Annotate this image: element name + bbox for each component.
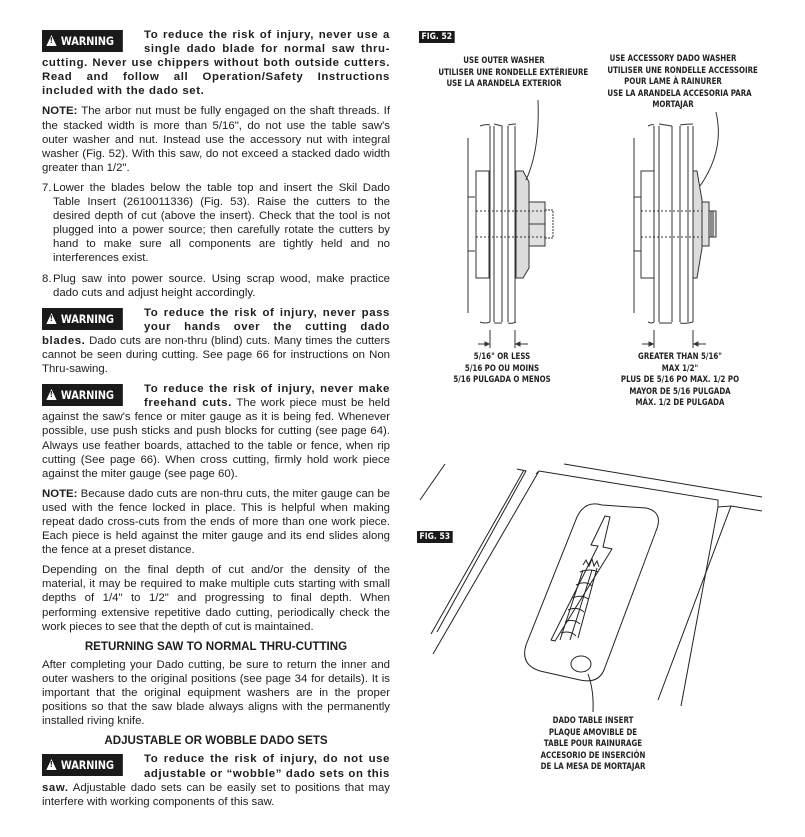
paragraph-returning-saw: After completing your Dado cutting, be sure to return the inner and outer washers to the original positions (see page 34 for details). It is important that the original equipment washers are in the proper positions so that the saw blade always aligns with the permanently installed riving knife. [42, 658, 390, 728]
warning-freehand-cuts: !WARNING To reduce the risk of injury, never make freehand cuts. The work piece must be held against the saw's fence or miter gauge as it is being fed. Whenever possible, use push sticks and push blocks for cutting (see page 64). Always use feather boards, attached to the table or fence, when rip cutting (See page 66). When cross cutting, firmly hold work piece against the miter gauge (see page 60). [42, 382, 390, 481]
fig52-right-top-caption: USE ACCESSORY DADO WASHER UTILISER UNE RONDELLE ACCESSOIRE POUR LAME À RAINURER USE LA ARANDELA ACCESORIA PARA MORTAJAR [607, 54, 758, 110]
fig53-label: FIG. 53 [417, 531, 453, 543]
fig53-table-drawing [420, 464, 762, 712]
warning-hands-over-blades: !WARNING To reduce the risk of injury, never pass your hands over the cutting dado blades. Dado cuts are non-thru (blind) cuts. Many times the cutters cannot be seen during cutting. See page 66 for instructions on Non Thru-sawing. [42, 306, 390, 376]
fig52-label: FIG. 52 [419, 31, 455, 43]
fig52-right-assembly [634, 124, 693, 323]
step-7: 7. Lower the blades below the table top and insert the Skil Dado Table Insert (2610011336) (Fig. 53). Raise the cutters to the desired depth of cut (above the insert). Check that the tool is not plugged into a power source; then carefully rotate the cutters by hand to make sure all components are tightly held and no interferences exist. [42, 181, 390, 265]
note-arbor-nut: NOTE: The arbor nut must be fully engaged on the shaft threads. If the stacked width is more than 5/16", do not use the table saw's outer washer and nut. Instead use the accessory nut with integral washer (Fig. 52). With this saw, do not exceed a stacked dado width greater than 1/2". [42, 105, 390, 174]
fig52-left-top-caption: USE OUTER WASHER UTILISER UNE RONDELLE EXTÉRIEURE USE LA ARANDELA EXTERIOR [438, 56, 589, 89]
heading-wobble-dado: ADJUSTABLE OR WOBBLE DADO SETS [104, 734, 328, 748]
fig52-left-bottom-caption: 5/16" OR LESS 5/16 PO OU MOINS 5/16 PULGADA O MENOS [453, 352, 551, 385]
fig52-left-assembly [468, 124, 516, 323]
paragraph-depth-of-cut: Depending on the final depth of cut and/or the density of the material, it may be required to make multiple cuts starting with small depths of 1/4" to 1/2" and progressing to final depth. When performing extensive repetitive dado cutting, periodically check the work pieces to see that the depth of cut is maintained. [42, 564, 390, 633]
warning-single-dado: !WARNING To reduce the risk of injury, never use a single dado blade for normal saw thru-cutting. Never use chippers without both outside cutters. Read and follow all Operation/Safety Instructions included with the dado set. [42, 28, 390, 98]
fig53-caption: DADO TABLE INSERT PLAQUE AMOVIBLE DE TABLE POUR RAINURAGE ACCESORIO DE INSERCIÓN DE LA MESA DE MORTAJAR [540, 716, 646, 772]
warning-badge: !WARNING [42, 754, 123, 776]
warning-badge: !WARNING [42, 384, 123, 406]
warning-badge: !WARNING [42, 30, 123, 52]
step-8: 8. Plug saw into power source. Using scrap wood, make practice dado cuts and adjust height accordingly. [42, 272, 390, 299]
warning-badge: !WARNING [42, 308, 123, 330]
heading-returning-saw: RETURNING SAW TO NORMAL THRU-CUTTING [84, 639, 348, 653]
fig52-right-bottom-caption: GREATER THAN 5/16" MAX 1/2" PLUS DE 5/16 PO MAX. 1/2 PO MAYOR DE 5/16 PULGADA MÁX. 1/2 DE PULGADA [620, 352, 740, 408]
warning-wobble-dado: !WARNING To reduce the risk of injury, do not use adjustable or “wobble” dado sets on this saw. Adjustable dado sets can be easily set to positions that may interfere with working components of this saw. [42, 752, 390, 808]
note-miter-gauge: NOTE: Because dado cuts are non-thru cuts, the miter gauge can be used with the fence locked in place. This is helpful when making repeat dado cross-cuts from the ends of more than one work piece. Each piece is held against the miter gauge and its end slides along the fence at a preset distance. [42, 487, 390, 557]
fig52-dimension-arrows [478, 330, 706, 348]
